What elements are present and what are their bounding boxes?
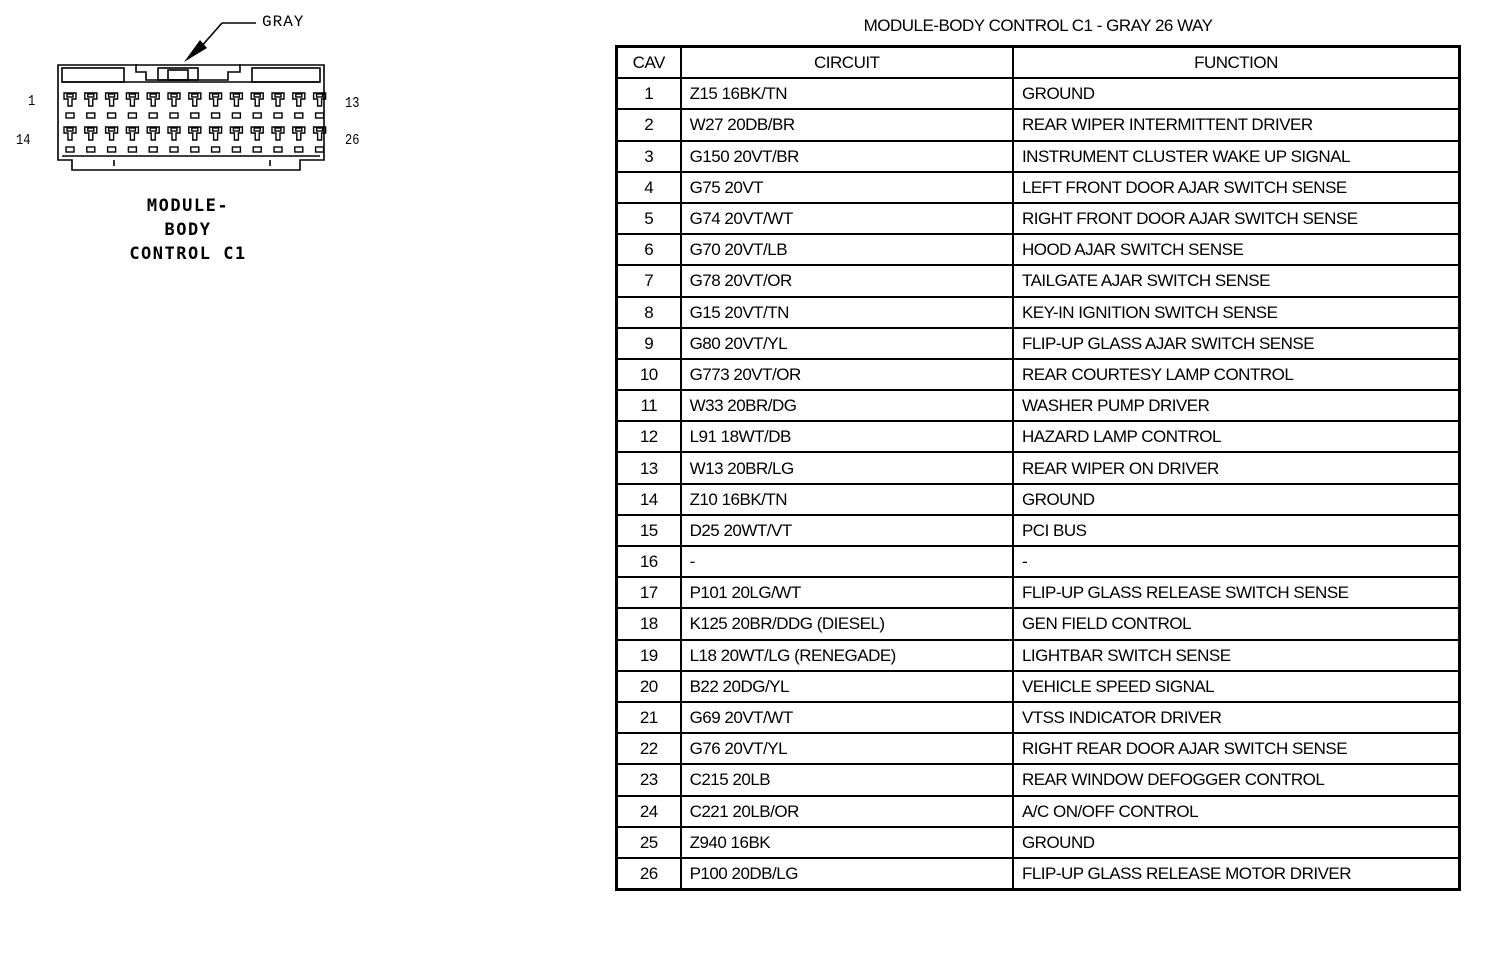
cavity-slot [232,147,240,152]
function-cell: LIGHTBAR SWITCH SENSE [1013,640,1460,671]
cav-cell: 20 [617,671,681,702]
cavity-8 [210,93,222,106]
cavity-16 [106,127,118,140]
function-cell: - [1013,546,1460,577]
circuit-cell: G70 20VT/LB [681,234,1013,265]
function-cell: REAR WIPER ON DRIVER [1013,452,1460,483]
pin-label-top-left: 1 [28,93,36,110]
table-row [617,390,1460,421]
cav-cell: 5 [617,203,681,234]
cav-cell: 17 [617,577,681,608]
function-cell: GROUND [1013,78,1460,109]
cav-cell: 23 [617,764,681,795]
cav-cell: 25 [617,827,681,858]
table-row [617,764,1460,795]
cavity-23 [251,127,263,140]
cav-cell: 13 [617,452,681,483]
table-row [617,172,1460,203]
cavity-slot [149,147,157,152]
table-row [617,297,1460,328]
function-cell: RIGHT FRONT DOOR AJAR SWITCH SENSE [1013,203,1460,234]
function-cell: FLIP-UP GLASS AJAR SWITCH SENSE [1013,328,1460,359]
circuit-cell: P101 20LG/WT [681,577,1013,608]
table-row [617,141,1460,172]
cavity-14 [64,127,76,140]
function-cell: FLIP-UP GLASS RELEASE MOTOR DRIVER [1013,858,1460,890]
cavity-slot [108,147,116,152]
cavity-2 [85,93,97,106]
circuit-cell: G75 20VT [681,172,1013,203]
function-cell: KEY-IN IGNITION SWITCH SENSE [1013,297,1460,328]
cavity-slot [212,113,220,118]
table-row [617,733,1460,764]
cavity-9 [230,93,242,106]
circuit-cell: G69 20VT/WT [681,702,1013,733]
table-row [617,328,1460,359]
cavity-3 [106,93,118,106]
cavity-slot [128,113,136,118]
cavity-19 [168,127,180,140]
cavity-6 [168,93,180,106]
cavity-11 [272,93,284,106]
cavity-5 [147,93,159,106]
function-cell: REAR WIPER INTERMITTENT DRIVER [1013,109,1460,140]
connector-color-label: GRAY [262,13,305,31]
table-row [617,234,1460,265]
table-row [617,796,1460,827]
table-row [617,640,1460,671]
cavity-slot [274,147,282,152]
cav-cell: 26 [617,858,681,890]
cavity-slot [170,113,178,118]
table-row [617,546,1460,577]
function-cell: INSTRUMENT CLUSTER WAKE UP SIGNAL [1013,141,1460,172]
cavity-slot [66,147,74,152]
cavity-22 [230,127,242,140]
table-row [617,515,1460,546]
cavity-17 [126,127,138,140]
circuit-cell: G78 20VT/OR [681,265,1013,296]
cav-cell: 19 [617,640,681,671]
circuit-cell: P100 20DB/LG [681,858,1013,890]
circuit-cell: G15 20VT/TN [681,297,1013,328]
cavity-slot [128,147,136,152]
rib-left [62,68,124,82]
circuit-cell: Z10 16BK/TN [681,484,1013,515]
circuit-cell: W13 20BR/LG [681,452,1013,483]
cavity-10 [251,93,263,106]
function-cell: TAILGATE AJAR SWITCH SENSE [1013,265,1460,296]
cavity-24 [272,127,284,140]
cavity-20 [189,127,201,140]
table-row [617,577,1460,608]
rib-right [252,68,320,82]
cavity-slot [191,113,199,118]
cavity-25 [293,127,305,140]
circuit-cell: G773 20VT/OR [681,359,1013,390]
function-cell: HOOD AJAR SWITCH SENSE [1013,234,1460,265]
pin-label-bottom-left: 14 [16,132,31,149]
function-cell: A/C ON/OFF CONTROL [1013,796,1460,827]
cav-cell: 3 [617,141,681,172]
table-row [617,78,1460,109]
cavity-slot [170,147,178,152]
cavity-slot [232,113,240,118]
table-header-row [617,47,1460,79]
cav-cell: 4 [617,172,681,203]
table-row [617,827,1460,858]
cavity-slot [295,113,303,118]
circuit-cell: - [681,546,1013,577]
cavity-slot [108,113,116,118]
circuit-cell: G74 20VT/WT [681,203,1013,234]
cav-cell: 24 [617,796,681,827]
function-cell: FLIP-UP GLASS RELEASE SWITCH SENSE [1013,577,1460,608]
connector-key-inner [168,70,188,80]
circuit-cell: L91 18WT/DB [681,421,1013,452]
cav-cell: 21 [617,702,681,733]
cav-cell: 18 [617,608,681,639]
cavity-18 [147,127,159,140]
function-cell: GROUND [1013,484,1460,515]
function-cell: RIGHT REAR DOOR AJAR SWITCH SENSE [1013,733,1460,764]
circuit-cell: D25 20WT/VT [681,515,1013,546]
caption-line-2: BODY [164,220,212,240]
table-row [617,702,1460,733]
circuit-cell: W27 20DB/BR [681,109,1013,140]
cavity-1 [64,93,76,106]
circuit-cell: G76 20VT/YL [681,733,1013,764]
circuit-cell: Z15 16BK/TN [681,78,1013,109]
cavity-7 [189,93,201,106]
cav-cell: 14 [617,484,681,515]
circuit-cell: W33 20BR/DG [681,390,1013,421]
circuit-cell: Z940 16BK [681,827,1013,858]
pinout-table [615,45,1461,891]
circuit-cell: C215 20LB [681,764,1013,795]
cavity-slot [66,113,74,118]
connector-caption [98,194,278,266]
circuit-cell: L18 20WT/LG (RENEGADE) [681,640,1013,671]
function-cell: GEN FIELD CONTROL [1013,608,1460,639]
cavity-21 [210,127,222,140]
table-row [617,359,1460,390]
cav-cell: 11 [617,390,681,421]
cav-cell: 9 [617,328,681,359]
cavity-4 [126,93,138,106]
cavity-slot [295,147,303,152]
cavity-slot [87,147,95,152]
header-cav: CAV [617,47,681,79]
function-cell: LEFT FRONT DOOR AJAR SWITCH SENSE [1013,172,1460,203]
circuit-cell: G150 20VT/BR [681,141,1013,172]
circuit-cell: B22 20DG/YL [681,671,1013,702]
table-row [617,203,1460,234]
table-row [617,484,1460,515]
function-cell: WASHER PUMP DRIVER [1013,390,1460,421]
circuit-cell: C221 20LB/OR [681,796,1013,827]
cavity-12 [293,93,305,106]
function-cell: REAR COURTESY LAMP CONTROL [1013,359,1460,390]
caption-line-1: MODULE- [146,196,230,216]
cavity-15 [85,127,97,140]
caption-line-3: CONTROL C1 [129,244,247,264]
table-row [617,109,1460,140]
cavity-slot [316,147,324,152]
table-row [617,421,1460,452]
cavity-slot [212,147,220,152]
function-cell: REAR WINDOW DEFOGGER CONTROL [1013,764,1460,795]
cavity-slot [253,113,261,118]
cav-cell: 16 [617,546,681,577]
function-cell: HAZARD LAMP CONTROL [1013,421,1460,452]
cav-cell: 10 [617,359,681,390]
function-cell: GROUND [1013,827,1460,858]
cav-cell: 6 [617,234,681,265]
cavity-slot [87,113,95,118]
function-cell: VEHICLE SPEED SIGNAL [1013,671,1460,702]
function-cell: PCI BUS [1013,515,1460,546]
cav-cell: 7 [617,265,681,296]
cav-cell: 2 [617,109,681,140]
cav-cell: 22 [617,733,681,764]
cavity-slot [149,113,157,118]
pin-label-top-right: 13 [345,95,360,112]
table-title: MODULE-BODY CONTROL C1 - GRAY 26 WAY [863,16,1213,35]
cav-cell: 12 [617,421,681,452]
function-cell: VTSS INDICATOR DRIVER [1013,702,1460,733]
connector-diagram [0,0,420,280]
cavity-slot [316,113,324,118]
circuit-cell: K125 20BR/DDG (DIESEL) [681,608,1013,639]
cavity-slot [253,147,261,152]
circuit-cell: G80 20VT/YL [681,328,1013,359]
table-row [617,608,1460,639]
table-row [617,452,1460,483]
cavity-slot [191,147,199,152]
cav-cell: 8 [617,297,681,328]
table-row [617,858,1460,890]
header-function: FUNCTION [1013,47,1460,79]
cav-cell: 1 [617,78,681,109]
pin-label-bottom-right: 26 [345,132,360,149]
header-circuit: CIRCUIT [681,47,1013,79]
cavity-slot [274,113,282,118]
cav-cell: 15 [617,515,681,546]
table-row [617,265,1460,296]
table-row [617,671,1460,702]
